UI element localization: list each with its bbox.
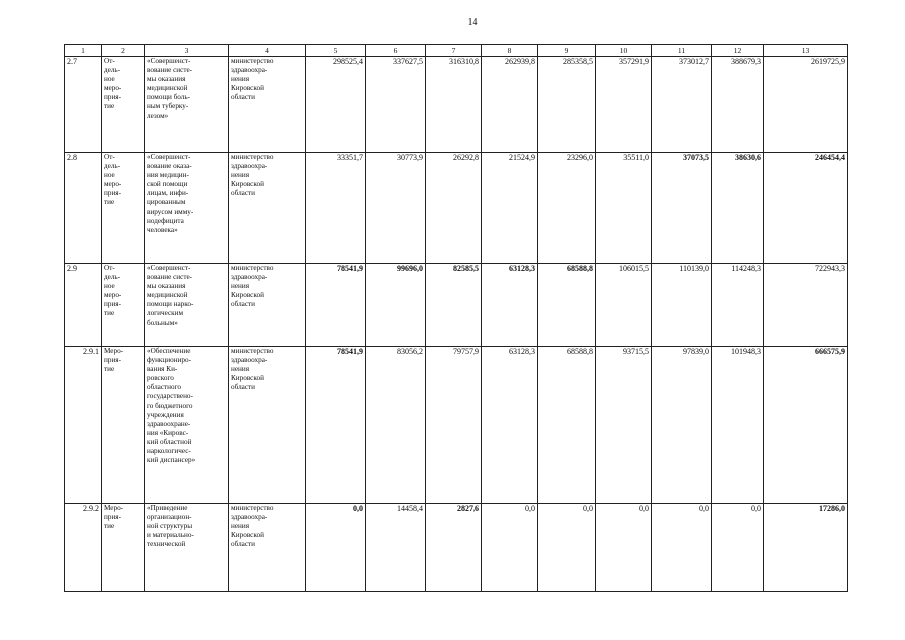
funding-value: 246454,4 [764,153,848,264]
page-number: 14 [467,17,478,28]
funding-value: 23296,0 [538,153,596,264]
table-row [65,347,848,504]
funding-value: 97839,0 [652,347,712,504]
funding-value: 0,0 [712,504,764,592]
funding-value: 14458,4 [366,504,426,592]
event-name: «Совершенст- вование оказа- ния медицин- ской помощи лицам, инфи- цированным вирусом имму- нодефицита человека» [145,153,229,264]
funding-value: 99696,0 [366,264,426,347]
column-header: 11 [652,45,712,57]
funding-value: 114248,3 [712,264,764,347]
funding-value: 68588,8 [538,347,596,504]
header-row [65,45,848,57]
funding-value: 2827,6 [426,504,482,592]
event-type: От- дель- ное меро- прия- тие [102,57,145,153]
funding-value: 110139,0 [652,264,712,347]
funding-value: 285358,5 [538,57,596,153]
funding-value: 0,0 [596,504,652,592]
column-header: 1 [65,45,102,57]
funding-value: 37073,5 [652,153,712,264]
event-name: «Приведение организацион- ной структуры и материально- технической [145,504,229,592]
funding-value: 298525,4 [306,57,366,153]
table-row [65,504,848,592]
responsible-executor: министерство здравоохра- нения Кировской области [229,153,306,264]
column-header: 3 [145,45,229,57]
funding-value: 33351,7 [306,153,366,264]
funding-value: 262939,8 [482,57,538,153]
funding-value: 35511,0 [596,153,652,264]
funding-value: 0,0 [306,504,366,592]
event-type: Меро- прия- тие [102,504,145,592]
funding-value: 63128,3 [482,347,538,504]
funding-value: 30773,9 [366,153,426,264]
column-header: 9 [538,45,596,57]
funding-value: 722943,3 [764,264,848,347]
table-row [65,57,848,153]
table-row [65,264,848,347]
responsible-executor: министерство здравоохра- нения Кировской области [229,347,306,504]
column-header: 6 [366,45,426,57]
funding-value: 106015,5 [596,264,652,347]
row-code: 2.9 [65,264,102,347]
funding-value: 17286,0 [764,504,848,592]
row-code: 2.8 [65,153,102,264]
column-header: 4 [229,45,306,57]
column-header: 10 [596,45,652,57]
event-name: «Совершенст- вование систе- мы оказания медицинской помощи нарко- логическим больным» [145,264,229,347]
funding-value: 337627,5 [366,57,426,153]
funding-value: 21524,9 [482,153,538,264]
funding-value: 79757,9 [426,347,482,504]
funding-value: 316310,8 [426,57,482,153]
funding-value: 388679,3 [712,57,764,153]
funding-value: 78541,9 [306,264,366,347]
event-type: От- дель- ное меро- прия- тие [102,264,145,347]
event-name: «Обеспечение функциониро- вания Ки- ровского областного государствено- го бюджетного учреждения здравоохране- ния «Кировс- кий областной наркологичес- кий диспансер» [145,347,229,504]
funding-value: 78541,9 [306,347,366,504]
event-type: Меро- прия- тие [102,347,145,504]
funding-value: 38630,6 [712,153,764,264]
funding-value: 63128,3 [482,264,538,347]
funding-value: 0,0 [652,504,712,592]
column-header: 12 [712,45,764,57]
funding-value: 93715,5 [596,347,652,504]
funding-value: 357291,9 [596,57,652,153]
responsible-executor: министерство здравоохра- нения Кировской области [229,57,306,153]
row-code: 2.7 [65,57,102,153]
funding-value: 68588,8 [538,264,596,347]
column-header: 2 [102,45,145,57]
row-code: 2.9.2 [65,504,102,592]
event-type: От- дель- ное меро- прия- тие [102,153,145,264]
responsible-executor: министерство здравоохра- нения Кировской области [229,504,306,592]
funding-value: 82585,5 [426,264,482,347]
funding-value: 373012,7 [652,57,712,153]
budget-table [64,44,848,592]
column-header: 13 [764,45,848,57]
funding-value: 26292,8 [426,153,482,264]
funding-value: 666575,9 [764,347,848,504]
event-name: «Совершенст- вование систе- мы оказания медицинской помощи боль- ным туберку- лезом» [145,57,229,153]
funding-value: 101948,3 [712,347,764,504]
column-header: 7 [426,45,482,57]
table-row [65,153,848,264]
funding-value: 83056,2 [366,347,426,504]
column-header: 5 [306,45,366,57]
responsible-executor: министерство здравоохра- нения Кировской области [229,264,306,347]
funding-value: 0,0 [538,504,596,592]
row-code: 2.9.1 [65,347,102,504]
funding-value: 0,0 [482,504,538,592]
column-header: 8 [482,45,538,57]
funding-value: 2619725,9 [764,57,848,153]
